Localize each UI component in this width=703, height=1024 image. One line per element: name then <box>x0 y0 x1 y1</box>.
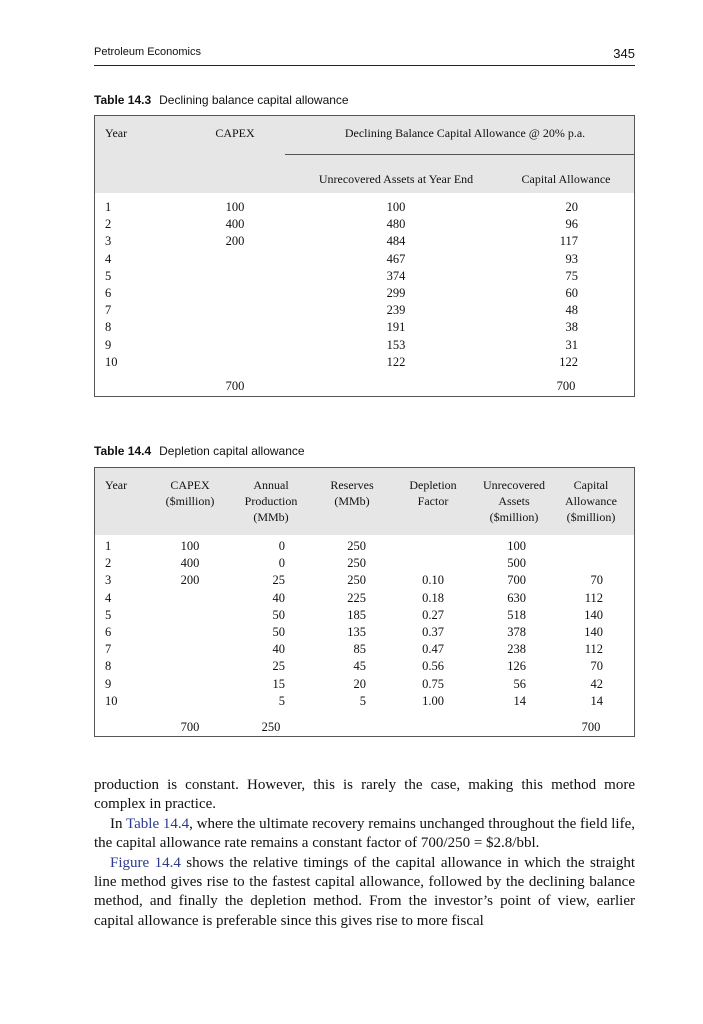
running-title: Petroleum Economics <box>94 46 201 58</box>
allowance-cell: 112 <box>584 590 603 605</box>
production-cell: 0 <box>278 556 285 571</box>
unrecovered-cell: 299 <box>386 286 406 300</box>
col-unrecovered-header-1: Unrecovered <box>483 478 545 492</box>
reserves-cell: 20 <box>353 676 366 691</box>
year-cell: 5 <box>105 268 112 283</box>
capex-cell: 100 <box>180 539 200 553</box>
year-cell: 8 <box>105 320 112 335</box>
allowance-cell: 96 <box>565 217 578 232</box>
unrecovered-cell: 56 <box>513 676 526 691</box>
header-rule <box>285 154 634 155</box>
col-reserves-header-2: (MMb) <box>334 494 370 508</box>
production-cell: 0 <box>278 539 285 553</box>
reserves-cell: 45 <box>353 659 366 674</box>
unrecovered-cell: 630 <box>507 590 526 605</box>
unrecovered-cell: 500 <box>507 556 526 571</box>
allowance-cell: 75 <box>565 268 578 283</box>
caption-title: Depletion capital allowance <box>159 444 305 458</box>
production-cell: 25 <box>272 659 285 674</box>
col-capex-header: CAPEX <box>215 126 255 140</box>
paragraph-1: production is constant. However, this is rarely the case, making this method more complex in practice. <box>94 777 635 813</box>
col-production-header-1: Annual <box>253 478 289 492</box>
table-14-3-caption <box>94 93 349 107</box>
unrecovered-cell: 374 <box>386 268 406 283</box>
col-production-header-3: (MMb) <box>253 510 289 524</box>
allowance-cell: 140 <box>584 625 603 639</box>
col-capex-header-2: ($million) <box>165 494 215 508</box>
capex-cell: 200 <box>180 573 200 588</box>
year-cell: 4 <box>105 251 112 266</box>
unrecovered-cell: 239 <box>386 303 406 318</box>
allowance-cell: 14 <box>590 693 603 708</box>
reserves-cell: 250 <box>347 539 366 553</box>
capex-cell: 400 <box>180 556 200 571</box>
allowance-cell: 20 <box>565 200 578 214</box>
col-unrecovered-header-3: ($million) <box>489 510 539 524</box>
table-14-4 <box>94 467 635 737</box>
paragraph-3: Figure 14.4 shows the relative timings of the capital allowance in which the straight line method gives rise to the fastest capital allowance, followed by the declining balance method, and finally the depletion method. From the investor’s point of view, earlier capital allowance is preferable since this gives rise to more fiscal <box>94 854 635 929</box>
col-allowance-header-2: Allowance <box>565 494 617 508</box>
reserves-cell: 185 <box>347 607 366 622</box>
depletion-cell: 0.10 <box>422 573 444 588</box>
allowance-cell: 31 <box>565 337 578 352</box>
unrecovered-cell: 153 <box>386 337 406 352</box>
depletion-cell: 0.37 <box>422 625 444 639</box>
col-unrecovered-header: Unrecovered Assets at Year End <box>318 172 474 186</box>
allowance-cell: 140 <box>584 607 603 622</box>
capex-cell: 100 <box>225 200 245 214</box>
col-allowance-header-1: Capital <box>573 478 609 492</box>
unrecovered-cell: 484 <box>386 234 406 249</box>
paragraph-2: In Table 14.4, where the ultimate recovery remains unchanged throughout the field life, the capital allowance rate remains a constant factor of 700/250 = $2.8/bbl. <box>94 815 635 852</box>
col-year-header: Year <box>105 478 128 492</box>
unrecovered-cell: 100 <box>507 539 526 553</box>
allowance-cell: 122 <box>559 354 578 369</box>
year-cell: 2 <box>105 556 112 571</box>
allowance-cell: 38 <box>565 320 578 335</box>
total-allowance: 700 <box>581 720 601 734</box>
production-cell: 40 <box>272 642 285 657</box>
figure-14-4-link[interactable]: Figure 14.4 <box>110 854 181 871</box>
total-capex: 700 <box>225 379 245 393</box>
allowance-cell: 93 <box>565 251 578 266</box>
reserves-cell: 5 <box>359 693 366 708</box>
year-cell: 6 <box>105 286 112 300</box>
production-cell: 40 <box>272 590 285 605</box>
production-cell: 15 <box>272 676 285 691</box>
year-cell: 9 <box>105 676 112 691</box>
col-depletion-header-1: Depletion <box>409 478 457 492</box>
unrecovered-cell: 122 <box>386 354 406 369</box>
total-capex: 700 <box>180 720 200 734</box>
caption-label: Table 14.4 <box>94 444 152 458</box>
depletion-cell: 0.56 <box>422 659 444 674</box>
total-allowance: 700 <box>556 379 576 393</box>
reserves-cell: 85 <box>353 642 366 657</box>
capex-cell: 200 <box>225 234 245 249</box>
table-14-3 <box>94 115 635 397</box>
depletion-cell: 1.00 <box>422 693 444 708</box>
col-production-header-2: Production <box>244 494 298 508</box>
unrecovered-cell: 518 <box>507 607 526 622</box>
allowance-cell: 48 <box>565 303 578 318</box>
allowance-cell: 60 <box>565 286 578 300</box>
total-production: 250 <box>261 720 281 734</box>
col-capex-header-1: CAPEX <box>170 478 210 492</box>
unrecovered-cell: 467 <box>386 251 406 266</box>
year-cell: 7 <box>105 303 112 318</box>
depletion-cell: 0.18 <box>422 590 444 605</box>
unrecovered-cell: 191 <box>386 320 406 335</box>
production-cell: 50 <box>272 625 285 639</box>
table-14-4-caption <box>94 444 305 458</box>
year-cell: 3 <box>105 573 112 588</box>
depletion-cell: 0.27 <box>422 607 444 622</box>
col-allowance-header-3: ($million) <box>566 510 616 524</box>
caption-label: Table 14.3 <box>94 93 152 107</box>
year-cell: 1 <box>105 539 112 553</box>
col-year-header: Year <box>105 126 128 140</box>
depletion-cell: 0.75 <box>422 676 444 691</box>
production-cell: 25 <box>272 573 285 588</box>
unrecovered-cell: 14 <box>513 693 526 708</box>
unrecovered-cell: 378 <box>507 625 526 639</box>
allowance-cell: 42 <box>590 676 603 691</box>
allowance-cell: 70 <box>590 573 603 588</box>
page-number: 345 <box>613 46 635 61</box>
allowance-cell: 70 <box>590 659 603 674</box>
body-text <box>94 776 635 931</box>
year-cell: 6 <box>105 625 112 639</box>
table-14-4-link[interactable]: Table 14.4 <box>126 815 190 832</box>
year-cell: 10 <box>105 693 118 708</box>
year-cell: 1 <box>105 200 112 214</box>
unrecovered-cell: 100 <box>386 200 406 214</box>
col-unrecovered-header-2: Assets <box>498 494 530 508</box>
year-cell: 8 <box>105 659 112 674</box>
year-cell: 9 <box>105 337 112 352</box>
depletion-cell: 0.47 <box>422 642 444 657</box>
year-cell: 2 <box>105 217 112 232</box>
year-cell: 10 <box>105 354 118 369</box>
reserves-cell: 250 <box>347 573 366 588</box>
allowance-cell: 112 <box>584 642 603 657</box>
unrecovered-cell: 238 <box>507 642 526 657</box>
production-cell: 5 <box>278 693 285 708</box>
reserves-cell: 250 <box>347 556 366 571</box>
col-reserves-header-1: Reserves <box>330 478 374 492</box>
production-cell: 50 <box>272 607 285 622</box>
reserves-cell: 225 <box>347 590 366 605</box>
year-cell: 4 <box>105 590 112 605</box>
col-allowance-header: Capital Allowance <box>521 172 611 186</box>
unrecovered-cell: 700 <box>507 573 526 588</box>
unrecovered-cell: 126 <box>507 659 526 674</box>
year-cell: 5 <box>105 607 112 622</box>
caption-title: Declining balance capital allowance <box>159 93 349 107</box>
col-depletion-header-2: Factor <box>417 494 449 508</box>
year-cell: 3 <box>105 234 112 249</box>
running-header <box>94 44 635 66</box>
reserves-cell: 135 <box>347 625 366 639</box>
col-group-header: Declining Balance Capital Allowance @ 20% p.a. <box>344 126 586 140</box>
allowance-cell: 117 <box>559 234 578 249</box>
capex-cell: 400 <box>225 217 245 232</box>
year-cell: 7 <box>105 642 112 657</box>
unrecovered-cell: 480 <box>386 217 406 232</box>
